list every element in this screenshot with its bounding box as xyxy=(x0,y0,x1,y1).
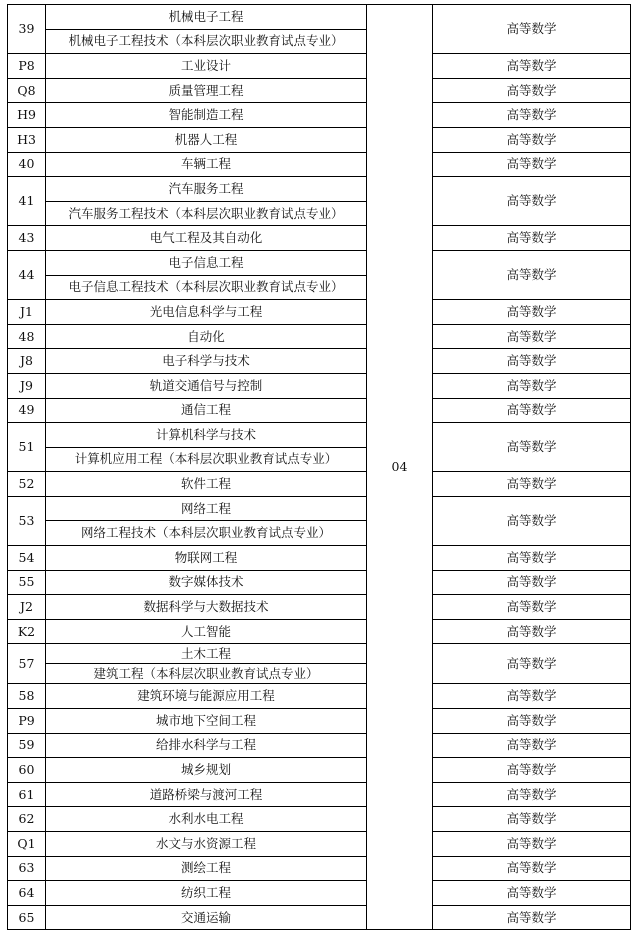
table-row xyxy=(8,807,631,832)
major-code-cell: 44 xyxy=(8,250,46,299)
major-code-cell: 41 xyxy=(8,177,46,226)
major-code-cell: J1 xyxy=(8,300,46,325)
table-row xyxy=(8,398,631,423)
major-code-cell: 58 xyxy=(8,684,46,709)
major-name-cell: 机器人工程 xyxy=(46,127,367,152)
major-name-cell: 人工智能 xyxy=(46,619,367,644)
table-row xyxy=(8,423,631,448)
table-row xyxy=(8,177,631,202)
exam-subject-cell: 高等数学 xyxy=(433,684,631,709)
exam-subject-cell: 高等数学 xyxy=(433,905,631,930)
table-row xyxy=(8,570,631,595)
major-code-cell: 51 xyxy=(8,423,46,472)
table-row xyxy=(8,619,631,644)
exam-subject-cell: 高等数学 xyxy=(433,373,631,398)
exam-subject-cell: 高等数学 xyxy=(433,226,631,251)
major-code-cell: 63 xyxy=(8,856,46,881)
major-name-cell: 交通运输 xyxy=(46,905,367,930)
major-name-cell: 给排水科学与工程 xyxy=(46,733,367,758)
major-name-cell: 水文与水资源工程 xyxy=(46,832,367,857)
major-code-cell: 49 xyxy=(8,398,46,423)
table-row xyxy=(8,226,631,251)
major-name-cell: 水利水电工程 xyxy=(46,807,367,832)
exam-subject-cell: 高等数学 xyxy=(433,152,631,177)
exam-subject-cell: 高等数学 xyxy=(433,250,631,299)
exam-subject-cell: 高等数学 xyxy=(433,758,631,783)
major-code-cell: P8 xyxy=(8,54,46,79)
major-name-cell: 网络工程技术（本科层次职业教育试点专业） xyxy=(46,521,367,546)
exam-subject-cell: 高等数学 xyxy=(433,349,631,374)
major-name-cell: 机械电子工程技术（本科层次职业教育试点专业） xyxy=(46,29,367,54)
major-subject-table xyxy=(7,4,631,930)
exam-subject-cell: 高等数学 xyxy=(433,546,631,571)
major-name-cell: 测绘工程 xyxy=(46,856,367,881)
table-row xyxy=(8,733,631,758)
major-name-cell: 光电信息科学与工程 xyxy=(46,300,367,325)
exam-subject-cell: 高等数学 xyxy=(433,300,631,325)
table-row xyxy=(8,832,631,857)
table-row xyxy=(8,644,631,664)
major-name-cell: 计算机科学与技术 xyxy=(46,423,367,448)
table-row xyxy=(8,881,631,906)
table-row xyxy=(8,472,631,497)
exam-subject-cell: 高等数学 xyxy=(433,807,631,832)
major-code-cell: 62 xyxy=(8,807,46,832)
exam-subject-cell: 高等数学 xyxy=(433,619,631,644)
major-name-cell: 道路桥梁与渡河工程 xyxy=(46,782,367,807)
major-name-cell: 物联网工程 xyxy=(46,546,367,571)
table-body xyxy=(8,5,631,930)
table-row xyxy=(8,78,631,103)
table-row xyxy=(8,684,631,709)
major-name-cell: 汽车服务工程技术（本科层次职业教育试点专业） xyxy=(46,201,367,226)
major-code-cell: K2 xyxy=(8,619,46,644)
table-row xyxy=(8,546,631,571)
major-name-cell: 工业设计 xyxy=(46,54,367,79)
table-row xyxy=(8,758,631,783)
table-row xyxy=(8,856,631,881)
major-code-cell: 40 xyxy=(8,152,46,177)
major-code-cell: H9 xyxy=(8,103,46,128)
exam-subject-cell: 高等数学 xyxy=(433,398,631,423)
table-row xyxy=(8,5,631,30)
exam-subject-cell: 高等数学 xyxy=(433,103,631,128)
major-name-cell: 软件工程 xyxy=(46,472,367,497)
major-code-cell: J8 xyxy=(8,349,46,374)
exam-subject-cell: 高等数学 xyxy=(433,595,631,620)
major-code-cell: Q8 xyxy=(8,78,46,103)
major-code-cell: J9 xyxy=(8,373,46,398)
major-name-cell: 城市地下空间工程 xyxy=(46,709,367,734)
major-code-cell: 43 xyxy=(8,226,46,251)
major-name-cell: 智能制造工程 xyxy=(46,103,367,128)
table-row xyxy=(8,152,631,177)
exam-subject-cell: 高等数学 xyxy=(433,423,631,472)
major-name-cell: 数字媒体技术 xyxy=(46,570,367,595)
major-name-cell: 数据科学与大数据技术 xyxy=(46,595,367,620)
table-row xyxy=(8,103,631,128)
major-code-cell: 65 xyxy=(8,905,46,930)
major-name-cell: 建筑工程（本科层次职业教育试点专业） xyxy=(46,664,367,684)
table-row xyxy=(8,300,631,325)
major-name-cell: 车辆工程 xyxy=(46,152,367,177)
table-row xyxy=(8,595,631,620)
exam-subject-cell: 高等数学 xyxy=(433,570,631,595)
major-code-cell: 59 xyxy=(8,733,46,758)
major-code-cell: 55 xyxy=(8,570,46,595)
major-name-cell: 电气工程及其自动化 xyxy=(46,226,367,251)
major-name-cell: 自动化 xyxy=(46,324,367,349)
major-name-cell: 建筑环境与能源应用工程 xyxy=(46,684,367,709)
major-name-cell: 电子科学与技术 xyxy=(46,349,367,374)
group-code-cell: 04 xyxy=(367,5,433,930)
major-name-cell: 电子信息工程 xyxy=(46,250,367,275)
exam-subject-cell: 高等数学 xyxy=(433,709,631,734)
table-row xyxy=(8,349,631,374)
major-name-cell: 网络工程 xyxy=(46,496,367,521)
exam-subject-cell: 高等数学 xyxy=(433,856,631,881)
table-row xyxy=(8,496,631,521)
exam-subject-cell: 高等数学 xyxy=(433,832,631,857)
exam-subject-cell: 高等数学 xyxy=(433,733,631,758)
exam-subject-cell: 高等数学 xyxy=(433,177,631,226)
major-code-cell: 39 xyxy=(8,5,46,54)
exam-subject-cell: 高等数学 xyxy=(433,644,631,684)
exam-subject-cell: 高等数学 xyxy=(433,324,631,349)
exam-subject-cell: 高等数学 xyxy=(433,496,631,545)
major-code-cell: Q1 xyxy=(8,832,46,857)
major-code-cell: 54 xyxy=(8,546,46,571)
major-code-cell: 60 xyxy=(8,758,46,783)
major-code-cell: J2 xyxy=(8,595,46,620)
major-name-cell: 轨道交通信号与控制 xyxy=(46,373,367,398)
table-row xyxy=(8,373,631,398)
exam-subject-cell: 高等数学 xyxy=(433,78,631,103)
major-name-cell: 通信工程 xyxy=(46,398,367,423)
major-name-cell: 计算机应用工程（本科层次职业教育试点专业） xyxy=(46,447,367,472)
major-name-cell: 机械电子工程 xyxy=(46,5,367,30)
table-row xyxy=(8,709,631,734)
exam-subject-cell: 高等数学 xyxy=(433,127,631,152)
table-row xyxy=(8,250,631,275)
major-code-cell: 57 xyxy=(8,644,46,684)
major-name-cell: 纺织工程 xyxy=(46,881,367,906)
exam-subject-cell: 高等数学 xyxy=(433,54,631,79)
major-name-cell: 汽车服务工程 xyxy=(46,177,367,202)
table-row xyxy=(8,905,631,930)
major-code-cell: P9 xyxy=(8,709,46,734)
exam-subject-cell: 高等数学 xyxy=(433,5,631,54)
table-row xyxy=(8,54,631,79)
major-code-cell: 64 xyxy=(8,881,46,906)
table-row xyxy=(8,127,631,152)
exam-subject-cell: 高等数学 xyxy=(433,472,631,497)
exam-subject-cell: 高等数学 xyxy=(433,782,631,807)
major-code-cell: 53 xyxy=(8,496,46,545)
major-name-cell: 土木工程 xyxy=(46,644,367,664)
table-row xyxy=(8,324,631,349)
major-code-cell: 52 xyxy=(8,472,46,497)
major-code-cell: 48 xyxy=(8,324,46,349)
major-name-cell: 电子信息工程技术（本科层次职业教育试点专业） xyxy=(46,275,367,300)
major-name-cell: 城乡规划 xyxy=(46,758,367,783)
major-code-cell: H3 xyxy=(8,127,46,152)
major-name-cell: 质量管理工程 xyxy=(46,78,367,103)
major-code-cell: 61 xyxy=(8,782,46,807)
exam-subject-cell: 高等数学 xyxy=(433,881,631,906)
table-row xyxy=(8,782,631,807)
